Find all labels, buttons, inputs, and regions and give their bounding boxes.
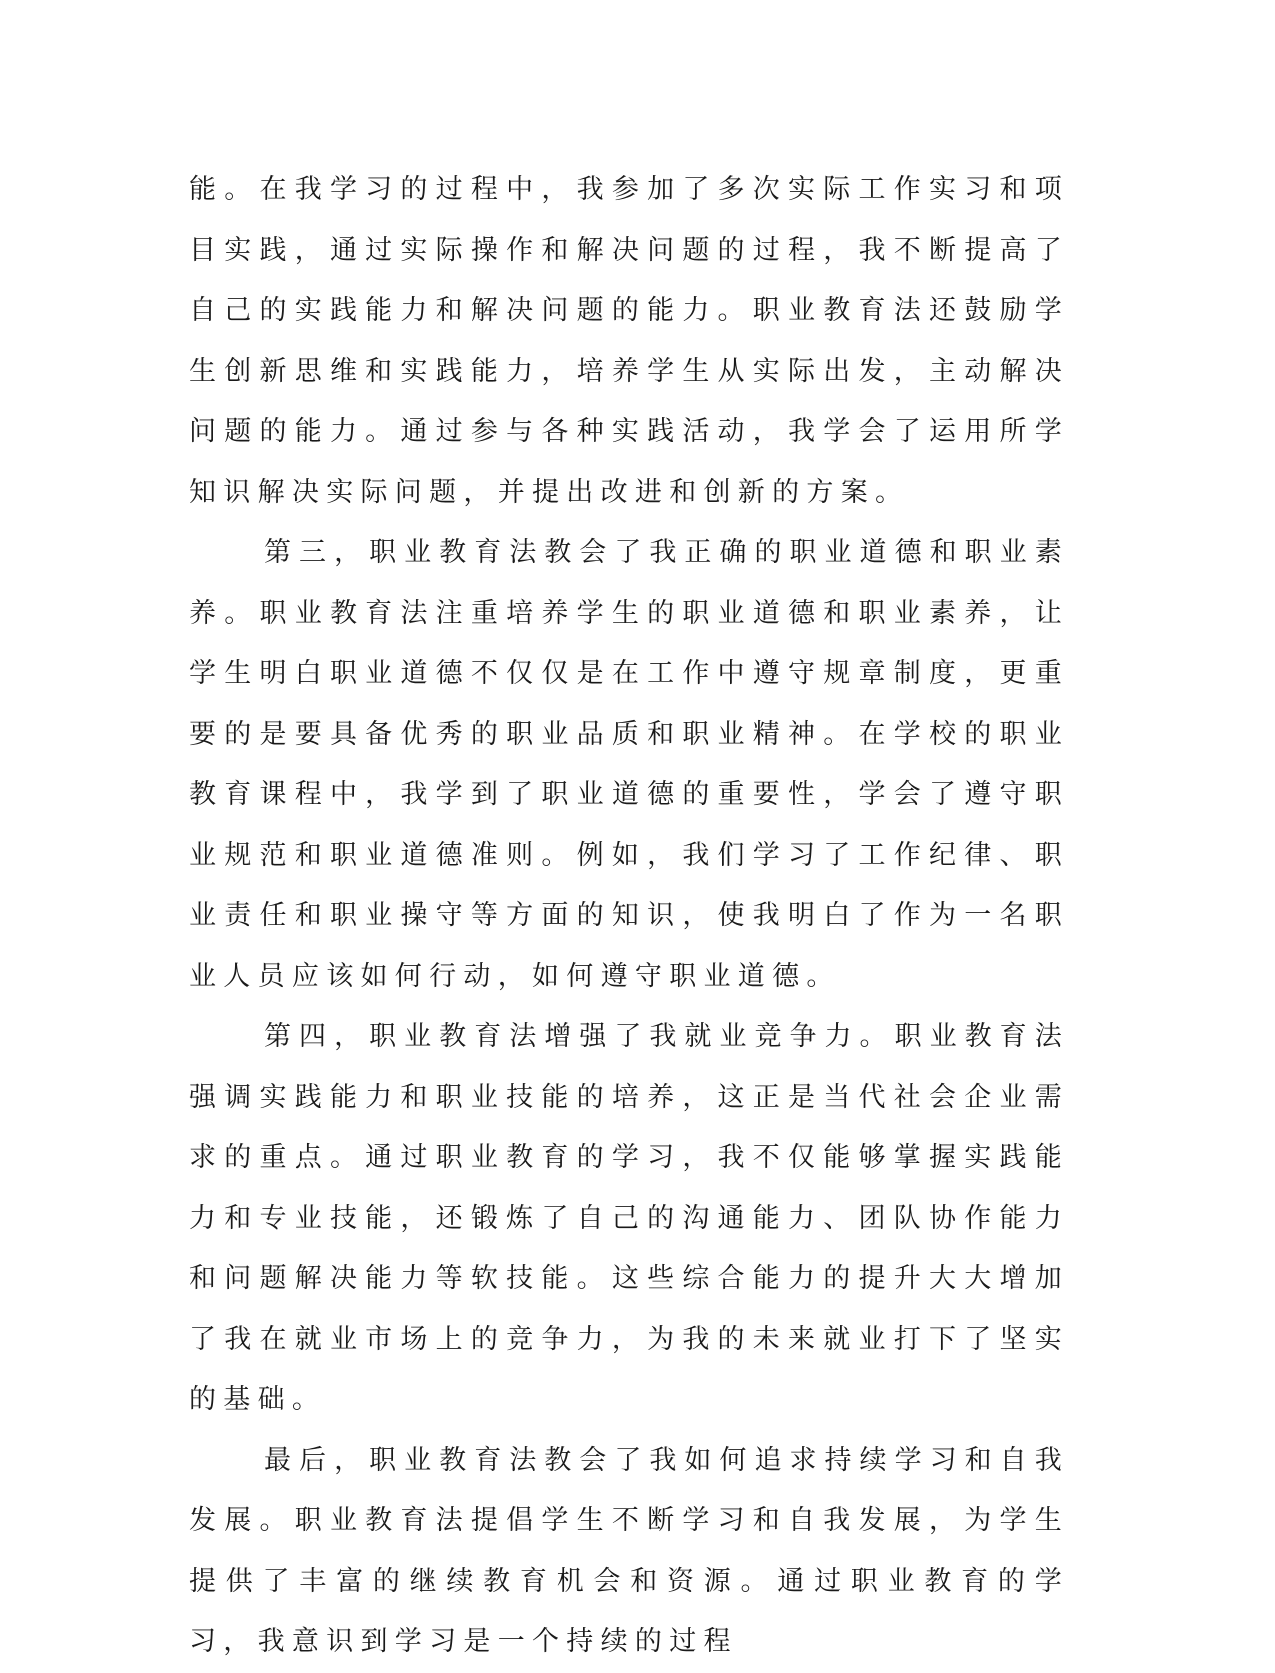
- paragraph-finally-continuous-learning: 最后，职业教育法教会了我如何追求持续学习和自我发展。职业教育法提倡学生不断学习和自我发展，为学生提供了丰富的继续教育机会和资源。通过职业教育的学习，我意识到学习是一个持续的过程: [189, 1444, 1069, 1657]
- document-body: [189, 160, 1069, 1673]
- paragraph-fourth-employment-competitiveness: 第四，职业教育法增强了我就业竞争力。职业教育法强调实践能力和职业技能的培养，这正是当代社会企业需求的重点。通过职业教育的学习，我不仅能够掌握实践能力和专业技能，还锻炼了自己的沟通能力、团队协作能力和问题解决能力等软技能。这些综合能力的提升大大增加了我在就业市场上的竞争力，为我的未来就业打下了坚实的基础。: [189, 1021, 1069, 1415]
- paragraph-practical-ability: 能。在我学习的过程中，我参加了多次实际工作实习和项目实践，通过实际操作和解决问题的过程，我不断提高了自己的实践能力和解决问题的能力。职业教育法还鼓励学生创新思维和实践能力，培养学生从实际出发，主动解决问题的能力。通过参与各种实践活动，我学会了运用所学知识解决实际问题，并提出改进和创新的方案。: [189, 174, 1069, 508]
- paragraph-third-professional-ethics: 第三，职业教育法教会了我正确的职业道德和职业素养。职业教育法注重培养学生的职业道德和职业素养，让学生明白职业道德不仅仅是在工作中遵守规章制度，更重要的是要具备优秀的职业品质和职业精神。在学校的职业教育课程中，我学到了职业道德的重要性，学会了遵守职业规范和职业道德准则。例如，我们学习了工作纪律、职业责任和职业操守等方面的知识，使我明白了作为一名职业人员应该如何行动，如何遵守职业道德。: [189, 537, 1069, 992]
